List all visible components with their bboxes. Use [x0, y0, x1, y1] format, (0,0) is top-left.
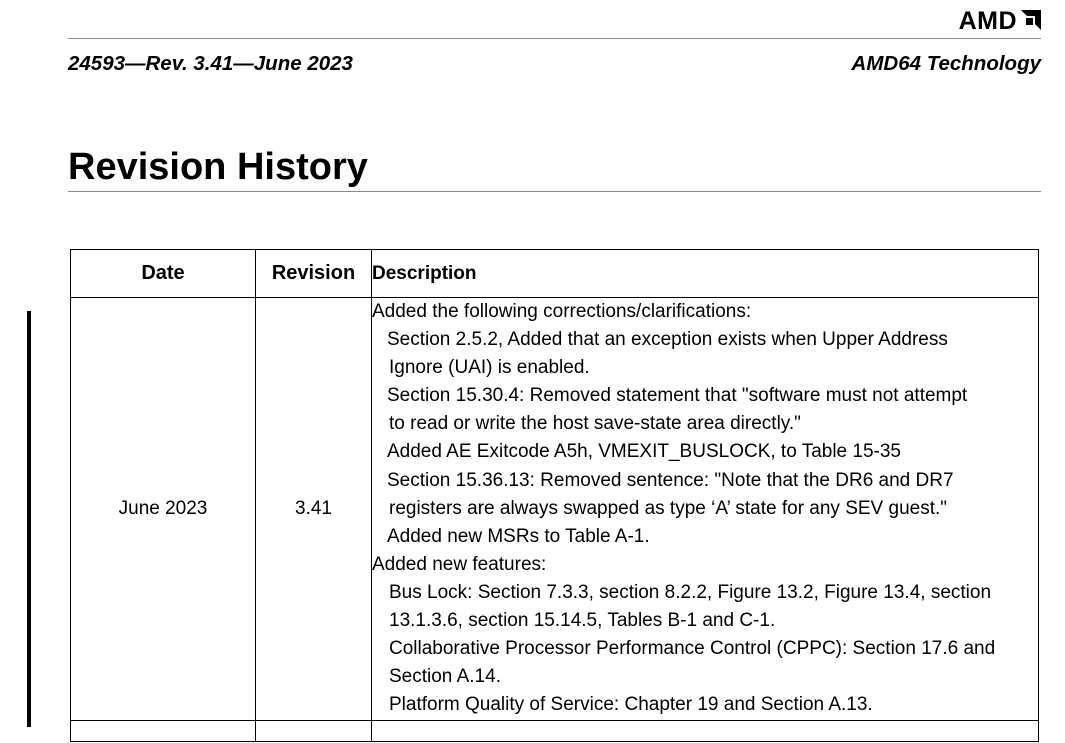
table-row	[71, 298, 1039, 721]
table-row-continued	[71, 721, 1039, 742]
revision-history-table	[70, 249, 1039, 742]
column-header-revision: Revision	[256, 250, 372, 298]
table-header-row	[71, 250, 1039, 298]
description-line: Section 15.30.4: Removed statement that "software must not attempt	[387, 385, 968, 407]
description-line: Added new MSRs to Table A-1.	[387, 525, 650, 547]
empty-cell	[372, 721, 1039, 742]
row-description	[372, 298, 1039, 721]
document-title: AMD64 Technology	[851, 52, 1041, 75]
empty-cell	[71, 721, 256, 742]
description-line: Bus Lock: Section 7.3.3, section 8.2.2, Figure 13.2, Figure 13.4, section	[389, 581, 992, 603]
header-rule	[68, 38, 1041, 39]
description-line: Added the following corrections/clarifications:	[372, 301, 752, 322]
amd-logo	[959, 8, 1041, 34]
document-id: 24593—Rev. 3.41—June 2023	[68, 52, 353, 75]
description-line: Section A.14.	[389, 666, 501, 688]
description-line: Section 2.5.2, Added that an exception exists when Upper Address	[387, 329, 948, 351]
description-line: to read or write the host save-state area directly."	[389, 413, 801, 435]
change-bar	[27, 311, 31, 727]
description-line: Collaborative Processor Performance Control (CPPC): Section 17.6 and	[389, 638, 996, 660]
description-line: Added new features:	[372, 553, 547, 575]
description-line: Ignore (UAI) is enabled.	[389, 357, 590, 379]
column-header-date: Date	[71, 250, 256, 298]
amd-logo-text: AMD	[958, 7, 1017, 35]
row-date: June 2023	[71, 298, 256, 721]
description-line: Platform Quality of Service: Chapter 19 and Section A.13.	[389, 694, 873, 716]
column-header-description: Description	[372, 250, 1039, 298]
description-line: Section 15.36.13: Removed sentence: "Note that the DR6 and DR7	[387, 469, 954, 491]
amd-arrow-logo-mark-icon	[1019, 10, 1041, 32]
page-title: Revision History	[68, 146, 368, 188]
description-line: registers are always swapped as type ‘A’ state for any SEV guest."	[389, 497, 948, 519]
description-line: Added AE Exitcode A5h, VMEXIT_BUSLOCK, to Table 15-35	[387, 441, 902, 463]
empty-cell	[256, 721, 372, 742]
title-rule	[68, 191, 1041, 192]
description-line: 13.1.3.6, section 15.14.5, Tables B-1 and C-1.	[389, 610, 776, 632]
row-revision: 3.41	[256, 298, 372, 721]
